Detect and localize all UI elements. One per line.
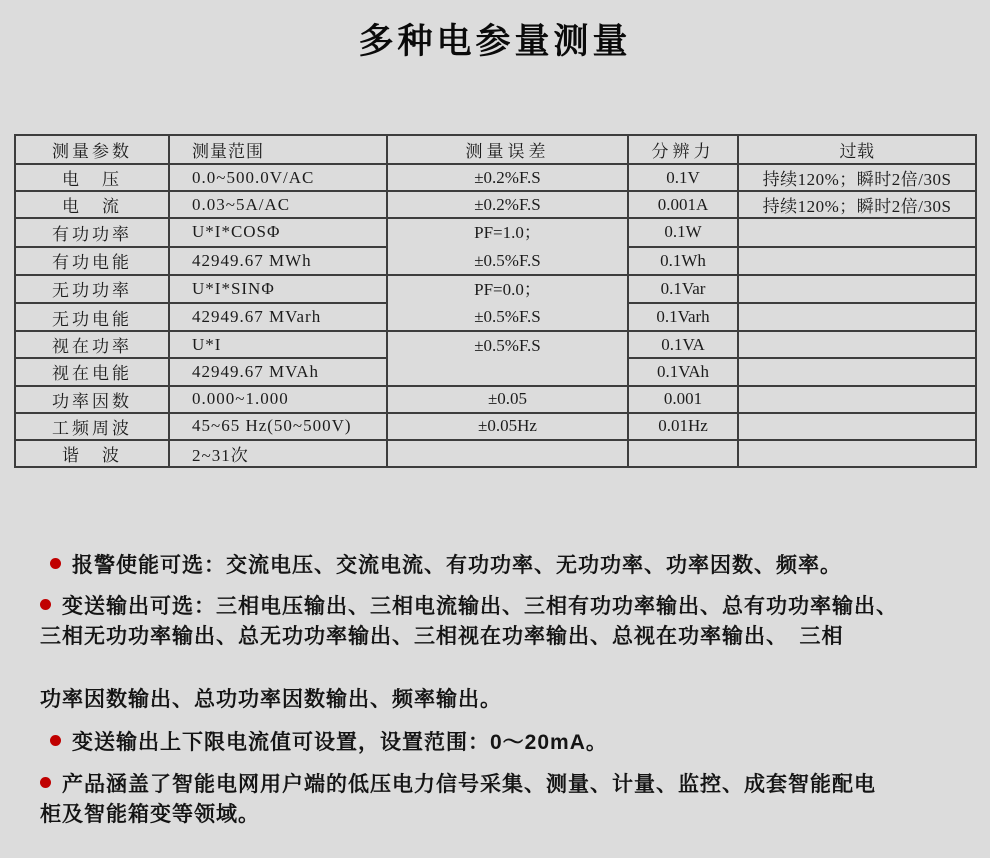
cell-range: 42949.67 MVAh (169, 358, 387, 385)
cell-overload (738, 275, 976, 303)
table-row-frequency (15, 413, 976, 440)
feature-item-transmit-range (50, 728, 990, 758)
cell-overload (738, 303, 976, 331)
cell-resolution: 0.1W (628, 218, 738, 246)
cell-param: 谐 波 (15, 440, 169, 467)
cell-error: ±0.05Hz (387, 413, 628, 440)
cell-param: 电 压 (15, 164, 169, 191)
feature-item-transmit-options (40, 592, 990, 652)
cell-range: 0.03~5A/AC (169, 191, 387, 218)
error-line: PF=0.0； (474, 279, 541, 299)
cell-resolution: 0.1Wh (628, 247, 738, 275)
cell-param: 视在电能 (15, 358, 169, 385)
cell-range: 42949.67 MWh (169, 247, 387, 275)
cell-range: 0.000~1.000 (169, 386, 387, 413)
cell-error: ±0.2%F.S (387, 164, 628, 191)
bullet-icon (40, 599, 51, 610)
cell-range: 45~65 Hz(50~500V) (169, 413, 387, 440)
column-header-error: 测量误差 (387, 135, 628, 164)
cell-resolution: 0.001A (628, 191, 738, 218)
feature-text: 变送输出上下限电流值可设置，设置范围：0～20mA。 (72, 731, 608, 754)
feature-text: 三相无功功率输出、总无功功率输出、三相视在功率输出、总视在功率输出、 三相 (40, 625, 844, 648)
feature-text: 变送输出可选：三相电压输出、三相电流输出、三相有功功率输出、总有功功率输出、 (62, 595, 898, 618)
feature-text: 功率因数输出、总功功率因数输出、频率输出。 (40, 688, 502, 711)
cell-overload (738, 386, 976, 413)
cell-param: 视在功率 (15, 331, 169, 358)
column-header-param: 测量参数 (15, 135, 169, 164)
cell-resolution: 0.1Varh (628, 303, 738, 331)
error-line: ±0.5%F.S (474, 250, 541, 270)
table-row-apparent-power (15, 331, 976, 358)
error-line: ±0.5%F.S (474, 336, 541, 356)
cell-range: 2~31次 (169, 440, 387, 467)
bullet-icon (40, 777, 51, 788)
column-header-resolution: 分辨力 (628, 135, 738, 164)
feature-text: 产品涵盖了智能电网用户端的低压电力信号采集、测量、计量、监控、成套智能配电 (62, 773, 876, 796)
table-row-reactive-power (15, 275, 976, 303)
cell-param: 有功功率 (15, 218, 169, 246)
cell-overload (738, 440, 976, 467)
column-header-range: 测量范围 (169, 135, 387, 164)
cell-overload: 持续120%；瞬时2倍/30S (738, 191, 976, 218)
feature-item-alarm (50, 551, 990, 581)
bullet-icon (50, 558, 61, 569)
cell-param: 有功电能 (15, 247, 169, 275)
cell-resolution: 0.01Hz (628, 413, 738, 440)
table-row-current (15, 191, 976, 218)
cell-error: ±0.2%F.S (387, 191, 628, 218)
column-header-overload: 过载 (738, 135, 976, 164)
cell-error-merged (387, 218, 628, 274)
spec-table-container (14, 134, 975, 468)
cell-overload (738, 218, 976, 246)
bullet-icon (50, 735, 61, 746)
cell-overload (738, 331, 976, 358)
feature-text: 柜及智能箱变等领域。 (40, 803, 260, 826)
cell-resolution: 0.001 (628, 386, 738, 413)
spec-table (14, 134, 977, 468)
cell-overload (738, 413, 976, 440)
error-line: ±0.5%F.S (474, 306, 541, 326)
cell-error (387, 440, 628, 467)
page-title: 多种电参量测量 (358, 22, 632, 61)
feature-text: 报警使能可选：交流电压、交流电流、有功功率、无功功率、功率因数、频率。 (72, 554, 842, 577)
table-row-power-factor (15, 386, 976, 413)
cell-error-merged (387, 331, 628, 385)
cell-overload: 持续120%；瞬时2倍/30S (738, 164, 976, 191)
cell-range: 42949.67 MVarh (169, 303, 387, 331)
cell-param: 电 流 (15, 191, 169, 218)
header-row (15, 135, 976, 164)
cell-range: U*I (169, 331, 387, 358)
cell-error-merged (387, 275, 628, 331)
feature-item-applications (40, 770, 990, 830)
table-row-voltage (15, 164, 976, 191)
cell-param: 功率因数 (15, 386, 169, 413)
error-line: PF=1.0； (474, 223, 541, 243)
cell-param: 无功功率 (15, 275, 169, 303)
cell-range: 0.0~500.0V/AC (169, 164, 387, 191)
cell-param: 无功电能 (15, 303, 169, 331)
feature-item-transmit-options-continued (40, 685, 990, 715)
cell-overload (738, 358, 976, 385)
cell-resolution: 0.1Var (628, 275, 738, 303)
cell-resolution (628, 440, 738, 467)
cell-error: ±0.05 (387, 386, 628, 413)
cell-range: U*I*COSΦ (169, 218, 387, 246)
table-row-harmonics (15, 440, 976, 467)
cell-resolution: 0.1V (628, 164, 738, 191)
table-row-active-power (15, 218, 976, 246)
cell-range: U*I*SINΦ (169, 275, 387, 303)
cell-resolution: 0.1VAh (628, 358, 738, 385)
cell-param: 工频周波 (15, 413, 169, 440)
cell-resolution: 0.1VA (628, 331, 738, 358)
cell-overload (738, 247, 976, 275)
